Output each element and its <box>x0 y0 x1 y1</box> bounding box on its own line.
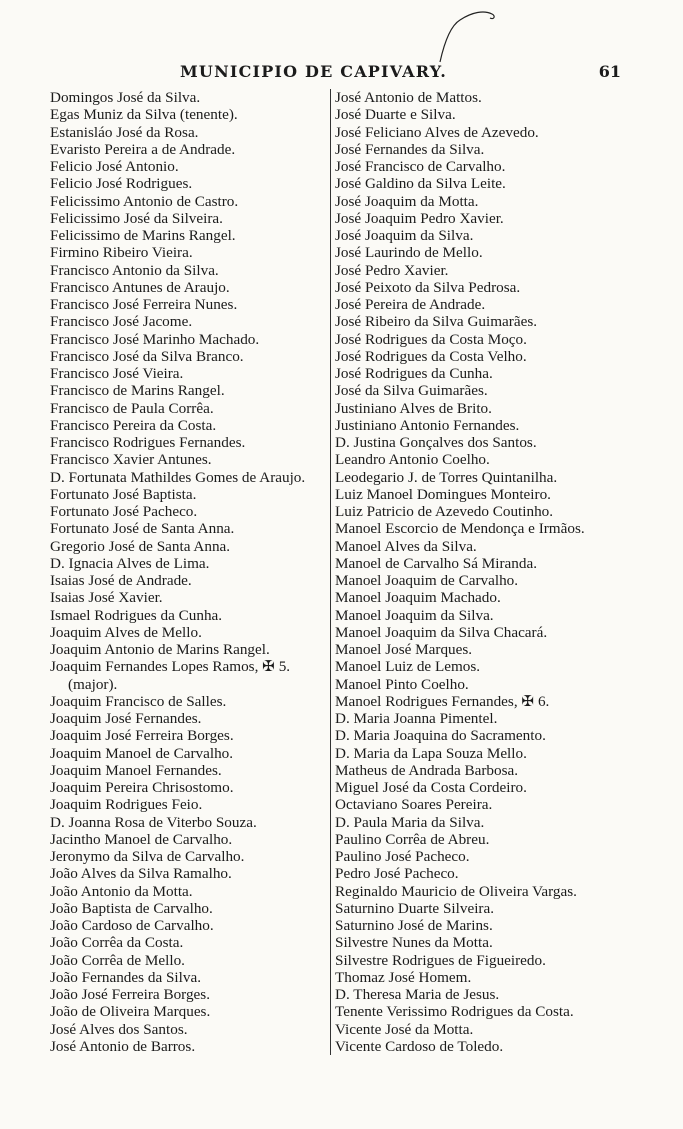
list-item: Jeronymo da Silva de Carvalho. <box>50 848 245 865</box>
list-item: Octaviano Soares Pereira. <box>335 796 493 814</box>
list-item: Joaquim Antonio de Marins Rangel. <box>50 641 270 658</box>
list-item: Miguel José da Costa Cordeiro. <box>335 779 527 796</box>
list-item: Manoel Joaquim Machado. <box>335 589 501 607</box>
list-item: D. Paula Maria da Silva. <box>335 813 485 831</box>
list-item: José Pereira de Andrade. <box>335 296 486 313</box>
list-item: José Antonio de Barros. <box>50 1037 196 1055</box>
list-item: José Peixoto da Silva Pedrosa. <box>335 278 521 296</box>
list-item: Paulino Corrêa de Abreu. <box>335 830 490 848</box>
list-item: João Corrêa da Costa. <box>50 934 184 952</box>
list-item: D. Fortunata Mathildes Gomes de Araujo. <box>50 468 306 486</box>
list-item: Manoel Pinto Coelho. <box>335 675 469 693</box>
list-item: Leandro Antonio Coelho. <box>335 451 490 469</box>
list-item: D. Justina Gonçalves dos Santos. <box>335 434 537 451</box>
list-item: Vicente José da Motta. <box>335 1020 474 1038</box>
list-item: Francisco Antonio da Silva. <box>50 261 219 279</box>
list-item: Joaquim Pereira Chrisostomo. <box>50 779 234 796</box>
list-item: Francisco José Vieira. <box>50 365 184 382</box>
list-item: José Antonio de Mattos. <box>335 89 482 106</box>
list-item: Firmino Ribeiro Vieira. <box>50 244 193 262</box>
list-item: João Corrêa de Mello. <box>50 951 185 969</box>
list-item: Reginaldo Mauricio de Oliveira Vargas. <box>335 882 577 900</box>
list-item: José Feliciano Alves de Azevedo. <box>335 123 539 141</box>
list-item: Domingos José da Silva. <box>50 89 201 106</box>
list-item: José da Silva Guimarães. <box>335 382 488 400</box>
list-item: José Pedro Xavier. <box>335 261 449 279</box>
list-item: Manoel Joaquim da Silva. <box>335 606 494 624</box>
list-item: Francisco de Paula Corrêa. <box>50 399 214 417</box>
right-column <box>335 89 635 1055</box>
list-item: Manoel de Carvalho Sá Miranda. <box>335 554 538 572</box>
list-item: Egas Muniz da Silva (tenente). <box>50 106 238 124</box>
list-item: Luiz Manoel Domingues Monteiro. <box>335 485 551 503</box>
list-item: Isaias José de Andrade. <box>50 572 192 589</box>
list-item: João Alves da Silva Ramalho. <box>50 865 232 883</box>
list-item: Felicio José Rodrigues. <box>50 175 193 193</box>
list-item: José Ribeiro da Silva Guimarães. <box>335 313 538 331</box>
list-item: Joaquim Rodrigues Feio. <box>50 796 203 814</box>
list-item: Fortunato José de Santa Anna. <box>50 520 235 538</box>
list-item: D. Ignacia Alves de Lima. <box>50 554 210 572</box>
list-item: José Alves dos Santos. <box>50 1020 188 1038</box>
list-item: Francisco Pereira da Costa. <box>50 416 217 434</box>
list-item: Felicio José Antonio. <box>50 158 179 175</box>
list-item: Joaquim Alves de Mello. <box>50 623 202 641</box>
list-item: Francisco José Marinho Machado. <box>50 330 260 348</box>
list-item: Francisco Rodrigues Fernandes. <box>50 434 246 451</box>
left-column <box>50 89 330 1055</box>
list-item: Joaquim José Fernandes. <box>50 710 202 727</box>
list-item: João Cardoso de Carvalho. <box>50 917 214 934</box>
page-number: 61 <box>598 62 621 81</box>
list-item: Manoel Joaquim da Silva Chacará. <box>335 623 548 641</box>
list-item: Manoel Alves da Silva. <box>335 537 477 555</box>
list-item: Evaristo Pereira a de Andrade. <box>50 140 236 158</box>
list-item: João Antonio da Motta. <box>50 882 193 900</box>
list-item: Joaquim Manoel Fernandes. <box>50 761 222 779</box>
list-item: João de Oliveira Marques. <box>50 1003 211 1021</box>
list-item: Saturnino José de Marins. <box>335 917 493 934</box>
list-item: Ismael Rodrigues da Cunha. <box>50 606 223 624</box>
list-item: Jacintho Manoel de Carvalho. <box>50 830 233 848</box>
list-item: Joaquim Fernandes Lopes Ramos, ✠ 5. <box>50 658 291 676</box>
list-item: Justiniano Antonio Fernandes. <box>335 416 520 434</box>
page-header <box>0 60 683 84</box>
list-item: D. Joanna Rosa de Viterbo Souza. <box>50 813 257 831</box>
list-item: D. Maria Joanna Pimentel. <box>335 710 498 727</box>
list-item: Justiniano Alves de Brito. <box>335 399 492 417</box>
list-item: João Fernandes da Silva. <box>50 968 201 986</box>
list-item: Silvestre Nunes da Motta. <box>335 934 493 952</box>
list-item: Fortunato José Baptista. <box>50 485 197 503</box>
column-divider <box>330 89 331 1055</box>
list-item: José Laurindo de Mello. <box>335 244 483 262</box>
list-item: Joaquim Manoel de Carvalho. <box>50 744 234 762</box>
list-item: Felicissimo de Marins Rangel. <box>50 227 236 244</box>
list-item: Felicissimo José da Silveira. <box>50 209 223 227</box>
list-item: Vicente Cardoso de Toledo. <box>335 1037 504 1055</box>
list-item: José Rodrigues da Cunha. <box>335 365 493 382</box>
list-item: Isaias José Xavier. <box>50 589 163 607</box>
list-item: D. Maria Joaquina do Sacramento. <box>335 727 546 745</box>
list-item: Tenente Verissimo Rodrigues da Costa. <box>335 1003 574 1021</box>
list-item: Francisco José Jacome. <box>50 313 193 331</box>
list-item: Joaquim José Ferreira Borges. <box>50 727 234 745</box>
list-item: Matheus de Andrada Barbosa. <box>335 761 519 779</box>
list-item: Fortunato José Pacheco. <box>50 503 198 520</box>
list-item: Saturnino Duarte Silveira. <box>335 899 495 917</box>
list-item: Felicissimo Antonio de Castro. <box>50 192 239 210</box>
list-item: Leodegario J. de Torres Quintanilha. <box>335 468 558 486</box>
list-item: Francisco José da Silva Branco. <box>50 347 244 365</box>
list-item: José Fernandes da Silva. <box>335 140 485 158</box>
list-item: Joaquim Francisco de Salles. <box>50 692 227 710</box>
page-title: MUNICIPIO DE CAPIVARY. <box>180 62 448 81</box>
list-item: Paulino José Pacheco. <box>335 848 470 865</box>
list-item: Silvestre Rodrigues de Figueiredo. <box>335 951 546 969</box>
list-item: Manoel Rodrigues Fernandes, ✠ 6. <box>335 692 550 710</box>
list-item: Francisco de Marins Rangel. <box>50 382 225 400</box>
list-item: Francisco Xavier Antunes. <box>50 451 212 469</box>
list-item: Manoel Luiz de Lemos. <box>335 658 481 676</box>
list-item: José Joaquim da Silva. <box>335 227 474 244</box>
list-item: Luiz Patricio de Azevedo Coutinho. <box>335 503 554 520</box>
list-item: D. Maria da Lapa Souza Mello. <box>335 744 527 762</box>
list-item: José Rodrigues da Costa Moço. <box>335 330 527 348</box>
list-item: José Joaquim Pedro Xavier. <box>335 209 504 227</box>
list-item: Thomaz José Homem. <box>335 968 472 986</box>
list-item: Pedro José Pacheco. <box>335 865 459 883</box>
list-item: (major). <box>68 675 118 693</box>
list-item: José Galdino da Silva Leite. <box>335 175 506 193</box>
list-item: João Baptista de Carvalho. <box>50 899 213 917</box>
list-item: José Duarte e Silva. <box>335 106 456 124</box>
list-item: José Rodrigues da Costa Velho. <box>335 347 527 365</box>
list-item: Francisco José Ferreira Nunes. <box>50 296 238 313</box>
list-item: Estanisláo José da Rosa. <box>50 123 199 141</box>
list-item: Manoel José Marques. <box>335 641 473 658</box>
list-item: José Joaquim da Motta. <box>335 192 479 210</box>
list-item: Manoel Joaquim de Carvalho. <box>335 572 519 589</box>
list-item: D. Theresa Maria de Jesus. <box>335 986 500 1003</box>
list-item: João José Ferreira Borges. <box>50 986 210 1003</box>
list-item: Gregorio José de Santa Anna. <box>50 537 231 555</box>
list-item: Manoel Escorcio de Mendonça e Irmãos. <box>335 520 585 538</box>
list-item: José Francisco de Carvalho. <box>335 158 506 175</box>
list-item: Francisco Antunes de Araujo. <box>50 278 230 296</box>
handwritten-mark <box>420 4 500 64</box>
